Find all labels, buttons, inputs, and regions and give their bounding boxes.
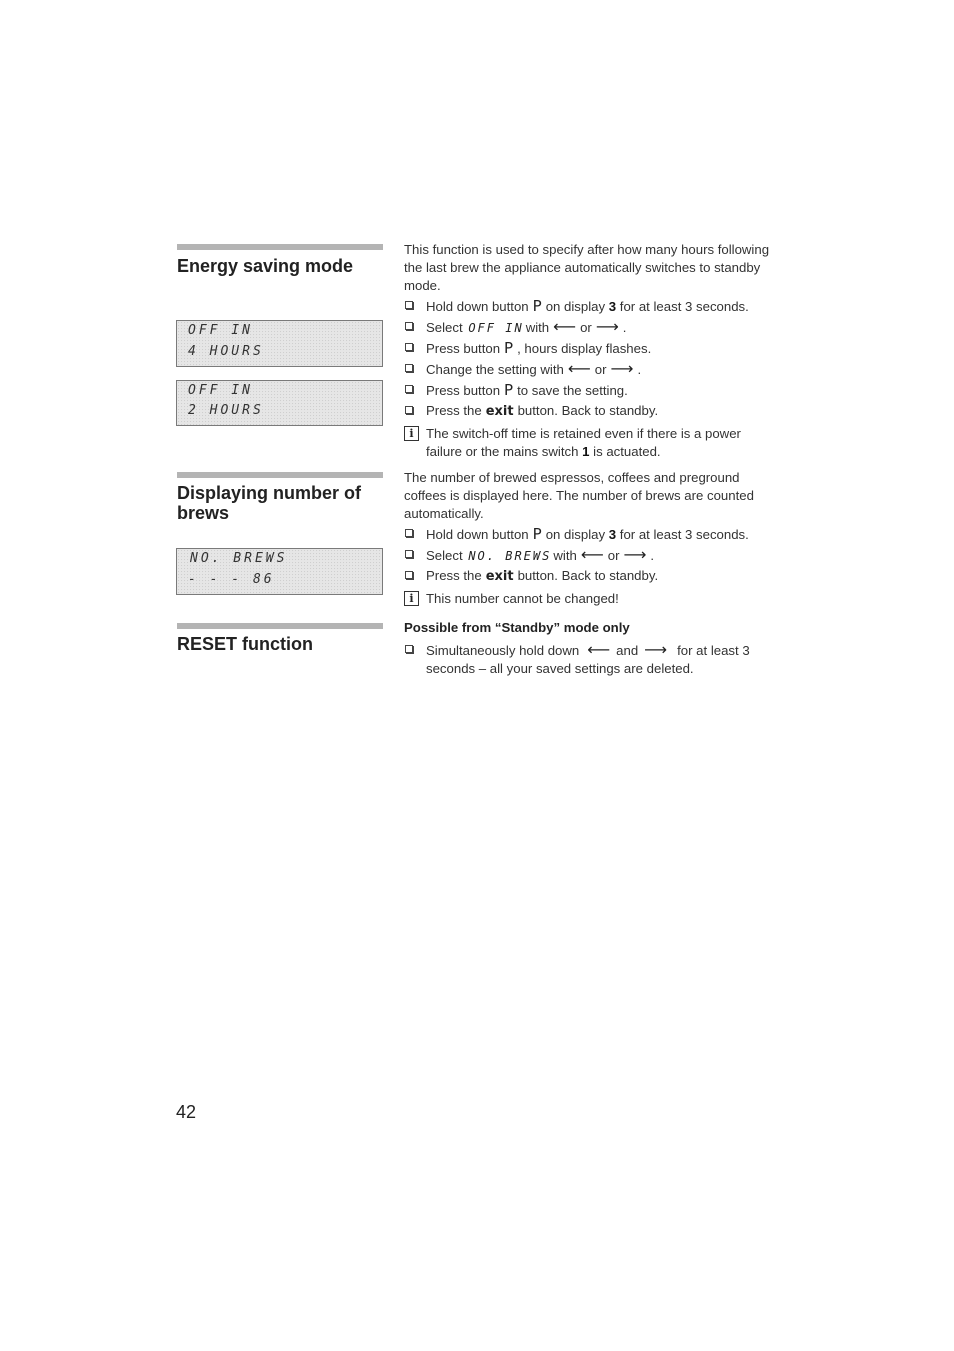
page-number: 42 bbox=[176, 1102, 197, 1122]
arrow-right-icon: ⟶ bbox=[623, 545, 647, 564]
lcd-line-2: 4 HOURS bbox=[188, 344, 264, 359]
list-item bbox=[404, 546, 776, 565]
arrow-left-icon: ⟵ bbox=[567, 359, 591, 378]
section-divider-reset bbox=[177, 623, 383, 629]
text: button. Back to standby. bbox=[517, 403, 659, 418]
text: . bbox=[622, 320, 627, 335]
list-item bbox=[404, 297, 776, 316]
text: or bbox=[594, 362, 607, 377]
p-button-icon: P bbox=[504, 339, 514, 357]
p-button-icon: P bbox=[504, 381, 514, 399]
checkbox-bullet-icon bbox=[405, 645, 413, 653]
text: Hold down button bbox=[426, 527, 529, 542]
list-item bbox=[404, 360, 776, 379]
text: Change the setting with bbox=[426, 362, 564, 377]
list-item bbox=[404, 525, 776, 544]
arrow-right-icon: ⟶ bbox=[644, 640, 668, 659]
text: The switch-off time is retained even if there is a power failure or the mains switch bbox=[426, 426, 741, 459]
lcd-display-off-in-4-hours bbox=[176, 320, 383, 367]
text: with bbox=[525, 320, 550, 335]
info-icon: i bbox=[404, 591, 419, 606]
list-item bbox=[404, 641, 776, 678]
checkbox-bullet-icon bbox=[405, 343, 413, 351]
lcd-display-no-brews bbox=[176, 548, 383, 595]
lcd-line-1: OFF IN bbox=[188, 323, 253, 338]
list-item bbox=[404, 339, 776, 358]
text: for at least 3 seconds. bbox=[619, 527, 749, 542]
energy-instructions bbox=[404, 241, 776, 461]
list-item bbox=[404, 567, 776, 586]
text: for at least 3 seconds – all your saved settings are deleted. bbox=[426, 643, 750, 676]
checkbox-bullet-icon bbox=[405, 322, 413, 330]
exit-button-label: exit bbox=[485, 404, 514, 419]
p-button-icon: P bbox=[532, 297, 542, 315]
lcd-text-inline: OFF IN bbox=[468, 321, 524, 335]
lcd-line-1: OFF IN bbox=[188, 383, 253, 398]
checkbox-bullet-icon bbox=[405, 571, 413, 579]
arrow-left-icon: ⟵ bbox=[580, 545, 604, 564]
lcd-line-2: 2 HOURS bbox=[188, 403, 264, 418]
checkbox-bullet-icon bbox=[405, 406, 413, 414]
arrow-right-icon: ⟶ bbox=[595, 317, 619, 336]
checkbox-bullet-icon bbox=[405, 364, 413, 372]
text: Select bbox=[426, 320, 463, 335]
text: , hours display flashes. bbox=[517, 341, 652, 356]
checkbox-bullet-icon bbox=[405, 529, 413, 537]
text: Press the bbox=[426, 568, 482, 583]
mains-switch-number: 1 bbox=[582, 444, 590, 459]
text: . bbox=[637, 362, 642, 377]
text: button. Back to standby. bbox=[517, 568, 659, 583]
text: and bbox=[616, 643, 639, 658]
section-title-energy: Energy saving mode bbox=[177, 256, 354, 276]
list-item bbox=[404, 318, 776, 337]
section-divider-energy bbox=[177, 244, 383, 250]
text: to save the setting. bbox=[517, 383, 628, 398]
arrow-left-icon: ⟵ bbox=[587, 640, 611, 659]
text: on display bbox=[545, 299, 606, 314]
arrow-right-icon: ⟶ bbox=[610, 359, 634, 378]
p-button-icon: P bbox=[532, 525, 542, 543]
text: on display bbox=[545, 527, 606, 542]
text: This number cannot be changed! bbox=[426, 591, 619, 606]
info-note bbox=[404, 425, 776, 461]
reset-subheading: Possible from “Standby” mode only bbox=[404, 620, 630, 635]
brews-instructions bbox=[404, 469, 776, 608]
text: with bbox=[553, 548, 577, 563]
checkbox-bullet-icon bbox=[405, 550, 413, 558]
section-title-reset: RESET function bbox=[177, 634, 313, 654]
text: . bbox=[650, 548, 655, 563]
text: or bbox=[580, 320, 592, 335]
text: for at least 3 seconds. bbox=[619, 299, 749, 314]
reset-instructions bbox=[404, 619, 776, 678]
exit-button-label: exit bbox=[485, 569, 514, 584]
text: Press button bbox=[426, 383, 501, 398]
list-item bbox=[404, 381, 776, 400]
section-divider-brews bbox=[177, 472, 383, 478]
text: Press button bbox=[426, 341, 501, 356]
lcd-line-1: NO. BREWS bbox=[190, 551, 288, 566]
text: Select bbox=[426, 548, 463, 563]
checkbox-bullet-icon bbox=[405, 385, 413, 393]
display-number: 3 bbox=[608, 527, 617, 542]
lcd-display-off-in-2-hours bbox=[176, 380, 383, 426]
info-icon: i bbox=[404, 426, 419, 441]
text: Press the bbox=[426, 403, 482, 418]
text: is actuated. bbox=[593, 444, 661, 459]
text: Hold down button bbox=[426, 299, 529, 314]
checkbox-bullet-icon bbox=[405, 301, 413, 309]
display-number: 3 bbox=[608, 299, 617, 314]
energy-intro: This function is used to specify after how many hours following the last brew the appliance automatically switches to standby mode. bbox=[404, 242, 770, 293]
brews-intro: The number of brewed espressos, coffees and preground coffees is displayed here. The number of brews are counted automatically. bbox=[404, 470, 754, 521]
lcd-line-2: - - - 86 bbox=[188, 572, 275, 587]
list-item bbox=[404, 402, 776, 421]
text: or bbox=[607, 548, 620, 563]
section-title-brews: Displaying number of brews bbox=[177, 483, 362, 523]
info-note bbox=[404, 590, 776, 608]
text: Simultaneously hold down bbox=[426, 643, 580, 658]
lcd-text-inline: NO. BREWS bbox=[468, 549, 552, 563]
arrow-left-icon: ⟵ bbox=[553, 317, 577, 336]
